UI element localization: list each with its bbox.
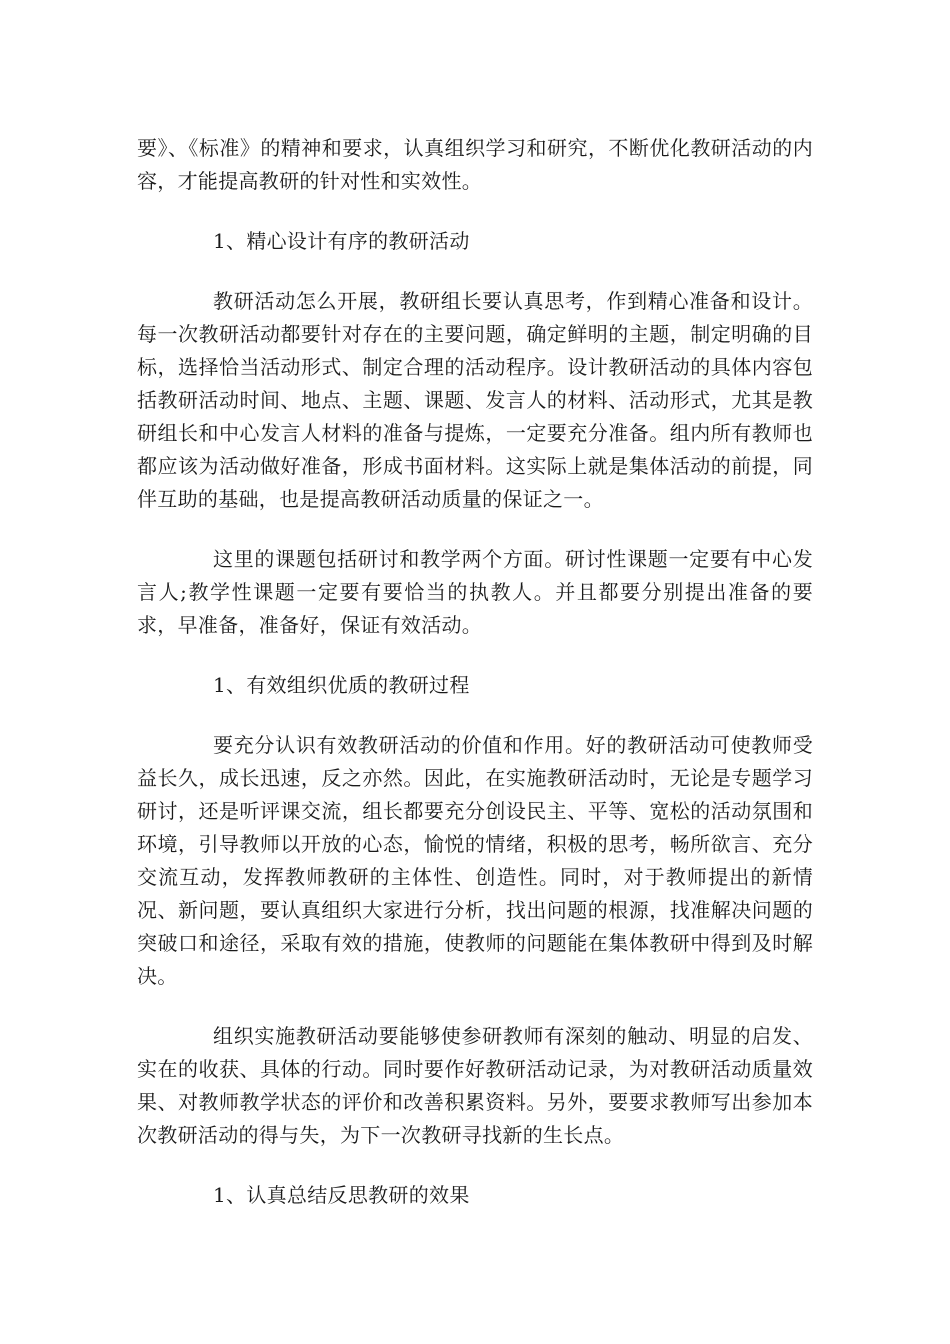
paragraph-topics: 这里的课题包括研讨和教学两个方面。研讨性课题一定要有中心发言人;教学性课题一定要有要恰当的执教人。并且都要分别提出准备的要求，早准备，准备好，保证有效活动。 — [137, 547, 813, 637]
section-heading-reflect: 1、认真总结反思教研的效果 — [213, 1183, 470, 1207]
paragraph-continuation: 要》、《标准》的精神和要求，认真组织学习和研究，不断优化教研活动的内容，才能提高教研的针对性和实效性。 — [137, 136, 813, 193]
paragraph-organize-value: 要充分认识有效教研活动的价值和作用。好的教研活动可使教师受益长久，成长迅速，反之亦然。因此，在实施教研活动时，无论是专题学习研讨，还是听评课交流，组长都要充分创设民主、平等、宽松的活动氛围和环境，引导教师以开放的心态，愉悦的情绪，积极的思考，畅所欲言、充分交流互动，发挥教师教研的主体性、创造性。同时，对于教师提出的新情况、新问题，要认真组织大家进行分析，找出问题的根源，找准解决问题的突破口和途径，采取有效的措施，使教师的问题能在集体教研中得到及时解决。 — [137, 733, 813, 988]
section-heading-design: 1、精心设计有序的教研活动 — [213, 229, 470, 253]
paragraph-organize-records: 组织实施教研活动要能够使参研教师有深刻的触动、明显的启发、实在的收获、具体的行动。同时要作好教研活动记录，为对教研活动质量效果、对教师教学状态的评价和改善积累资料。另外，要要求教师写出参加本次教研活动的得与失，为下一次教研寻找新的生长点。 — [137, 1024, 813, 1147]
section-heading-organize: 1、有效组织优质的教研过程 — [213, 673, 470, 697]
paragraph-design-details: 教研活动怎么开展，教研组长要认真思考，作到精心准备和设计。每一次教研活动都要针对存在的主要问题，确定鲜明的主题，制定明确的目标，选择恰当活动形式、制定合理的活动程序。设计教研活动的具体内容包括教研活动时间、地点、主题、课题、发言人的材料、活动形式，尤其是教研组长和中心发言人材料的准备与提炼，一定要充分准备。组内所有教师也都应该为活动做好准备，形成书面材料。这实际上就是集体活动的前提，同伴互助的基础，也是提高教研活动质量的保证之一。 — [137, 289, 813, 511]
document-body — [137, 132, 813, 1239]
